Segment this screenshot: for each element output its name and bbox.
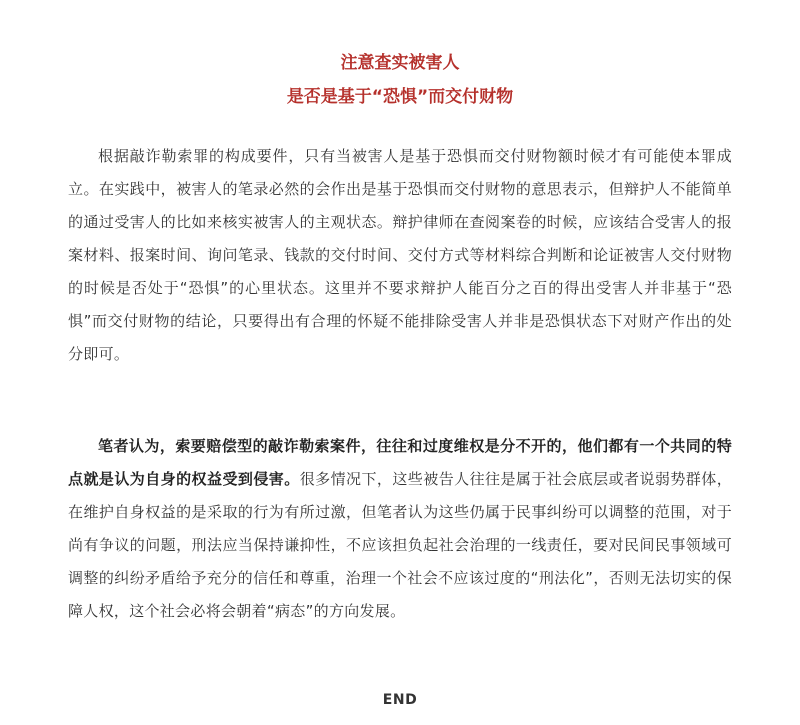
title-line-1: 注意查实被害人: [340, 53, 460, 73]
paragraph-1: 根据敲诈勒索罪的构成要件，只有当被害人是基于恐惧而交付财物额时候才有可能使本罪成立。在实践中，被害人的笔录必然的会作出是基于恐惧而交付财物的意思表示，但辩护人不能简单的通过受害人的比如来核实被害人的主观状态。辩护律师在查阅案卷的时候，应该结合受害人的报案材料、报案时间、询问笔录、钱款的交付时间、交付方式等材料综合判断和论证被害人交付财物的时候是否处于“恐惧”的心里状态。这里并不要求辩护人能百分之百的得出受害人并非基于“恐惧”而交付财物的结论，只要得出有合理的怀疑不能排除受害人并非是恐惧状态下对财产作出的处分即可。: [68, 147, 732, 363]
paragraph-2-body: 很多情况下，这些被告人往往是属于社会底层或者说弱势群体，在维护自身权益的是采取的行为有所过激，但笔者认为这些仍属于民事纠纷可以调整的范围，对于尚有争议的问题，刑法应当保持谦抑性，不应该担负起社会治理的一线责任，要对民间民事领域可调整的纠纷矛盾给予充分的信任和尊重，治理一个社会不应该过度的“刑法化”，否则无法切实的保障人权，这个社会必将会朝着“病态”的方向发展。: [68, 470, 732, 620]
paragraph-2-bold-lead: 笔者认为，索要赔偿型的敲诈勒索案件，往往和过度维权是分不开的，他们都有一个共同的特点就是认为自身的权益受到侵害。: [68, 437, 732, 488]
article-title: [0, 46, 800, 114]
paragraph-2: [68, 430, 732, 628]
end-marker: END: [382, 692, 418, 708]
title-line-2: 是否是基于“恐惧”而交付财物: [286, 87, 514, 107]
